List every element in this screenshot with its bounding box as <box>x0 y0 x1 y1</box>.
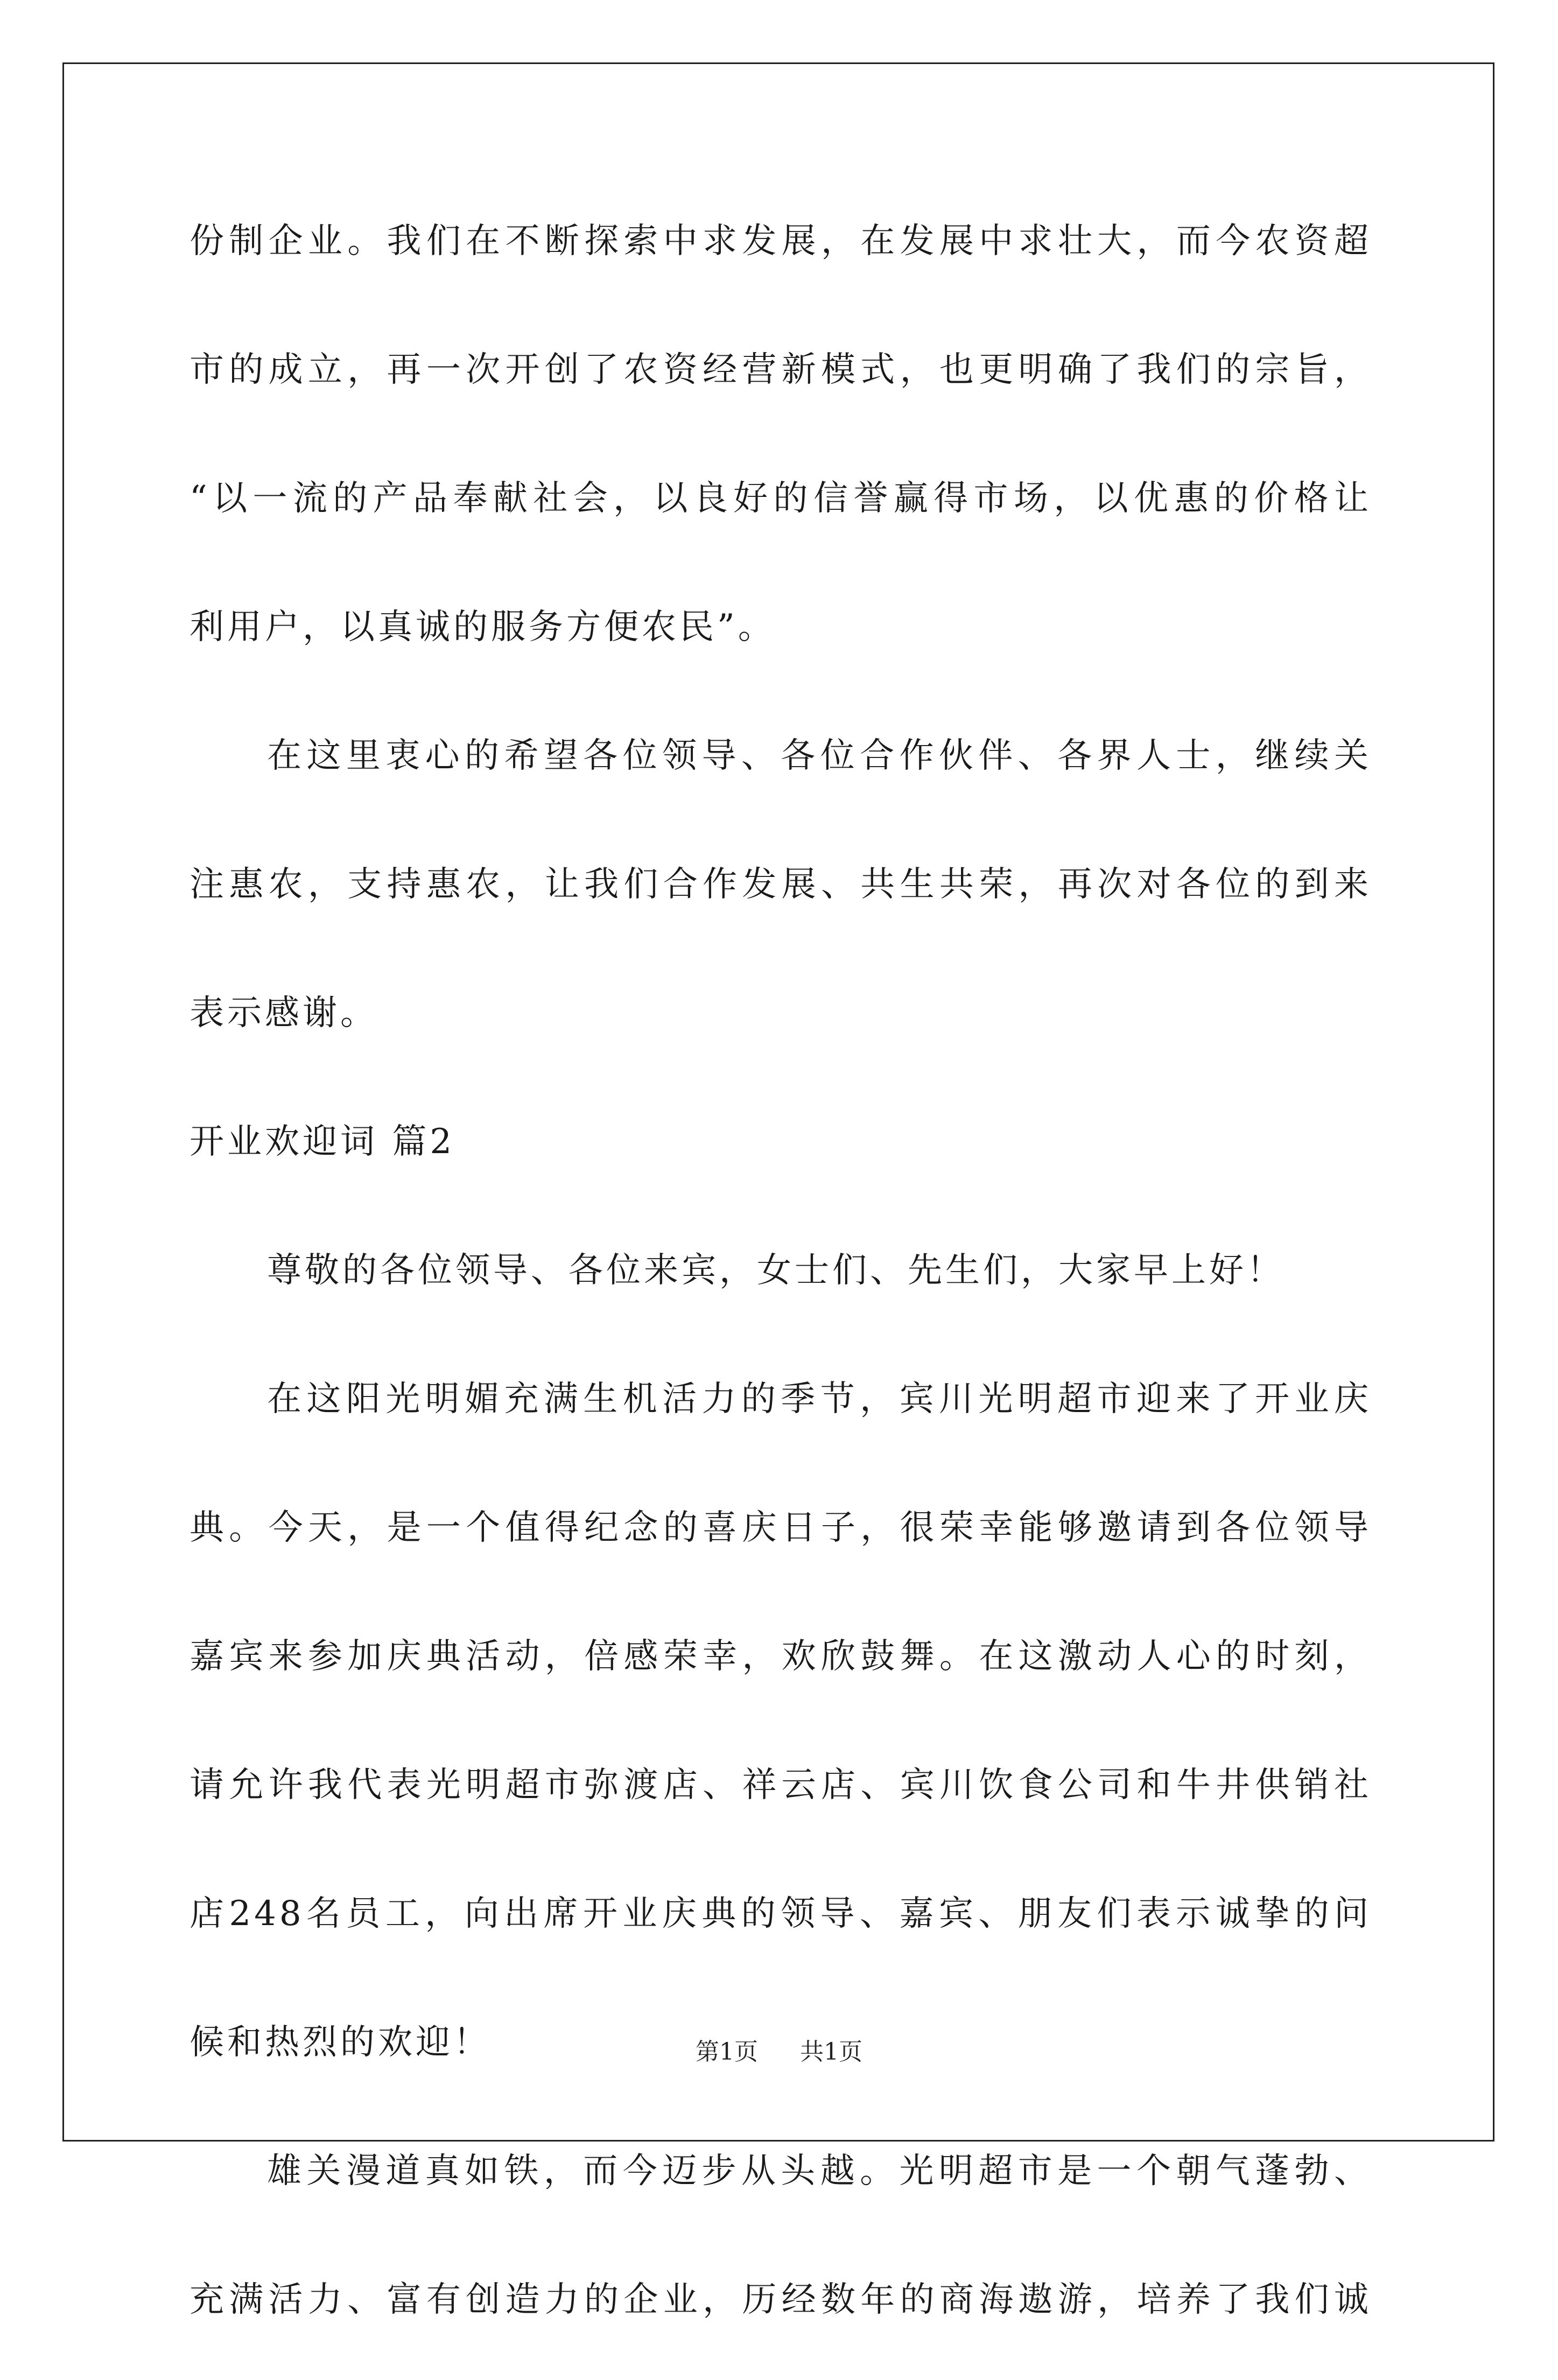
page-number: 第1页 <box>696 2038 758 2066</box>
text-line: 店248名员工，向出席开业庆典的领导、嘉宾、朋友们表示诚挚的问 <box>190 1894 1372 1934</box>
text-line: 典。今天，是一个值得纪念的喜庆日子，很荣幸能够邀请到各位领导 <box>190 1508 1372 1548</box>
text-line: 尊敬的各位领导、各位来宾，女士们、先生们，大家早上好！ <box>267 1251 1285 1290</box>
text-line: 候和热烈的欢迎！ <box>190 2023 491 2062</box>
text-line: 在这阳光明媚充满生机活力的季节，宾川光明超市迎来了开业庆 <box>267 1379 1372 1419</box>
text-line: 请允许我代表光明超市弥渡店、祥云店、宾川饮食公司和牛井供销社 <box>190 1765 1372 1805</box>
text-line: 在这里衷心的希望各位领导、各位合作伙伴、各界人士，继续关 <box>267 736 1372 776</box>
page-footer <box>0 2036 1558 2068</box>
text-line: 注惠农，支持惠农，让我们合作发展、共生共荣，再次对各位的到来 <box>190 865 1372 904</box>
text-line: 表示感谢。 <box>190 993 378 1033</box>
text-line: 市的成立，再一次开创了农资经营新模式，也更明确了我们的宗旨， <box>190 350 1372 390</box>
text-line: 利用户，以真诚的服务方便农民”。 <box>190 607 776 647</box>
text-line: 嘉宾来参加庆典活动，倍感荣幸，欢欣鼓舞。在这激动人心的时刻， <box>190 1637 1372 1676</box>
page-total: 共1页 <box>800 2038 862 2066</box>
text-line: 充满活力、富有创造力的企业，历经数年的商海遨游，培养了我们诚 <box>190 2280 1372 2320</box>
section-heading: 开业欢迎词 篇2 <box>190 1122 455 1162</box>
text-line: “以一流的产品奉献社会，以良好的信誉赢得市场，以优惠的价格让 <box>190 479 1372 518</box>
text-line: 份制企业。我们在不断探索中求发展，在发展中求壮大，而今农资超 <box>190 221 1372 261</box>
text-line: 雄关漫道真如铁，而今迈步从头越。光明超市是一个朝气蓬勃、 <box>267 2151 1372 2191</box>
